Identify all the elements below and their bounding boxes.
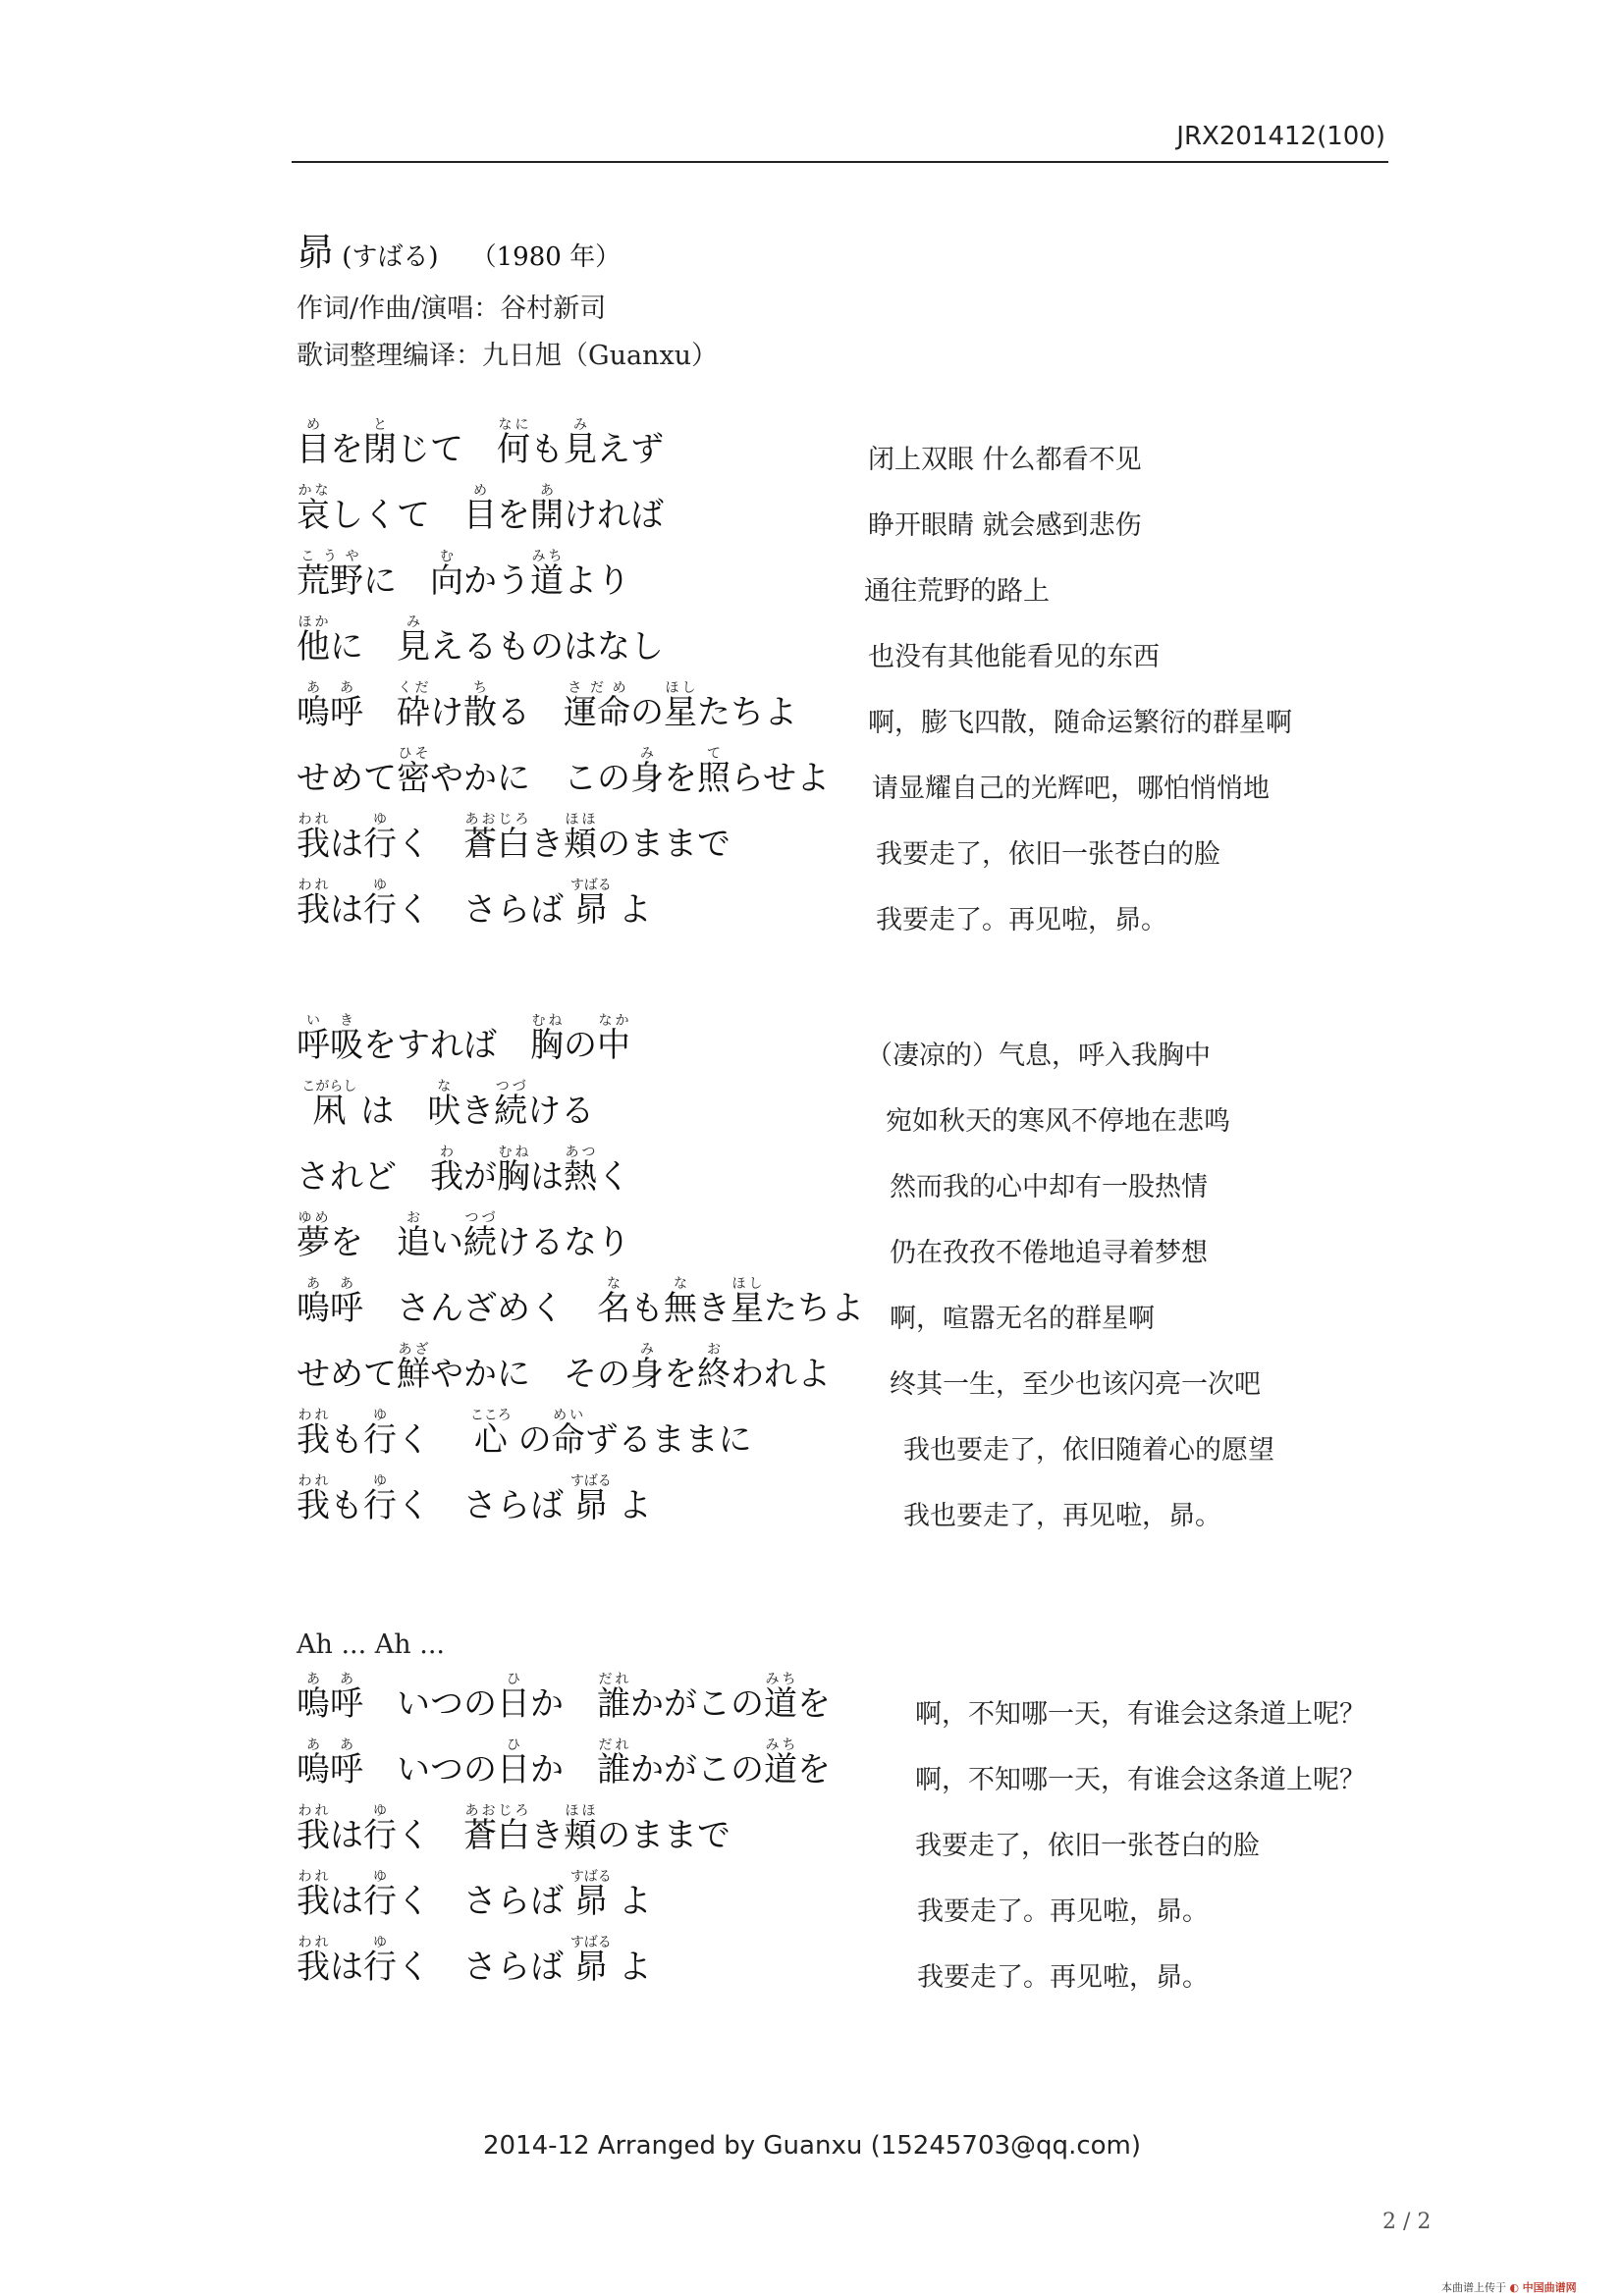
watermark-logo: ◐ [1509,2281,1520,2294]
watermark-site: 中国曲谱网 [1522,2281,1577,2294]
translation-line: 啊，喧嚣无名的群星啊 [890,1304,1155,1334]
footer-credit: 2014-12 Arranged by Guanxu (15245703@qq.com) [482,2131,1142,2161]
translation-line: 终其一生，至少也该闪亮一次吧 [890,1369,1261,1400]
lyric-line: 我われも行ゆく 心こころ の命めいずるままに [297,1408,752,1460]
translation-line: 啊，膨飞四散，随命运繁衍的群星啊 [868,708,1292,738]
translation-line: 仍在孜孜不倦地追寻着梦想 [890,1238,1208,1268]
site-watermark [1441,2279,1577,2295]
translation-line: 我要走了，依旧一张苍白的脸 [876,839,1220,870]
lyric-line: 我われは行ゆく さらば 昴すばる よ [297,1935,652,1987]
lyric-line: されど 我わが胸むねは熱あつく [297,1145,630,1197]
lyric-line: 荒野こうやに 向むかう道みちより [297,549,630,601]
translation-line: 宛如秋天的寒风不停地在悲鸣 [886,1106,1230,1137]
translation-line: （凄凉的）气息，呼入我胸中 [866,1041,1211,1071]
translation-line: 通往荒野的路上 [864,576,1050,607]
lyric-line: 嗚呼ああ いつの日ひか 誰だれかがこの道みちを [297,1737,831,1789]
translation-line: 我要走了。再见啦，昴。 [876,905,1167,935]
lyric-line: 目めを閉とじて 何なにも見みえず [297,417,664,469]
lyric-line: 我われも行ゆく さらば 昴すばる よ [297,1473,652,1525]
lyric-line: 我われは行ゆく 蒼白あおじろき頬ほほのままで [297,812,731,864]
document-code: JRX201412(100) [1176,122,1385,151]
title-reading: (すばる) [342,242,439,272]
lyric-line: 嗚呼ああ いつの日ひか 誰だれかがこの道みちを [297,1672,831,1724]
title-main: 昴 [297,231,335,274]
lyric-line: 呼吸いきをすれば 胸むねの中なか [297,1013,630,1065]
translation-line: 我也要走了，再见啦，昴。 [903,1501,1221,1531]
translation-line: 也没有其他能看见的东西 [868,642,1160,672]
translation-line: 我要走了。再见啦，昴。 [917,1896,1209,1927]
page-number: 2 / 2 [1382,2210,1432,2234]
translation-line: 啊，不知哪一天，有谁会这条道上呢？ [915,1699,1366,1730]
translation-line: 我也要走了，依旧随着心的愿望 [903,1435,1274,1466]
lyric-line: せめて鮮あざやかに その身みを終おわれよ [297,1342,831,1394]
lyric-line: 哀かなしくて 目めを開あければ [297,483,664,535]
lyric-line: 我われは行ゆく 蒼白あおじろき頬ほほのままで [297,1803,731,1855]
intro-line: Ah ... Ah ... [297,1629,446,1660]
lyric-line: 我われは行ゆく さらば 昴すばる よ [297,1869,652,1921]
translation-line: 请显耀自己的光辉吧，哪怕悄悄地 [872,774,1270,804]
lyric-line: 嗚呼ああ さんざめく 名なも無なき星ほしたちよ [297,1276,864,1328]
lyric-line: 他ほかに 見みえるものはなし [297,614,664,667]
lyric-line: 我われは行ゆく さらば 昴すばる よ [297,878,652,930]
song-title [297,222,621,276]
lyric-line: 夢ゆめを 追おい続つづけるなり [297,1210,630,1262]
translation-line: 睁开眼睛 就会感到悲伤 [868,510,1142,541]
title-year: （1980 年） [470,242,622,272]
translation-line: 然而我的心中却有一股热情 [890,1172,1208,1202]
watermark-prefix: 本曲谱上传于 [1441,2281,1506,2294]
credit-line-editor: 歌词整理编译：九日旭（Guanxu） [297,341,719,371]
lyric-line: 嗚呼ああ 砕くだけ散ちる 運命さだめの星ほしたちよ [297,680,797,732]
translation-line: 我要走了，依旧一张苍白的脸 [915,1831,1260,1861]
lyric-line: 凩こがらし は 吠なき続つづける [301,1079,595,1131]
lyric-line: せめて密ひそやかに この身みを照てらせよ [297,746,830,798]
header-rule [292,161,1388,163]
translation-line: 我要走了。再见啦，昴。 [917,1962,1209,1993]
translation-line: 闭上双眼 什么都看不见 [868,445,1142,475]
credit-line-composer: 作词/作曲/演唱：谷村新司 [297,294,607,324]
translation-line: 啊，不知哪一天，有谁会这条道上呢？ [915,1765,1366,1795]
